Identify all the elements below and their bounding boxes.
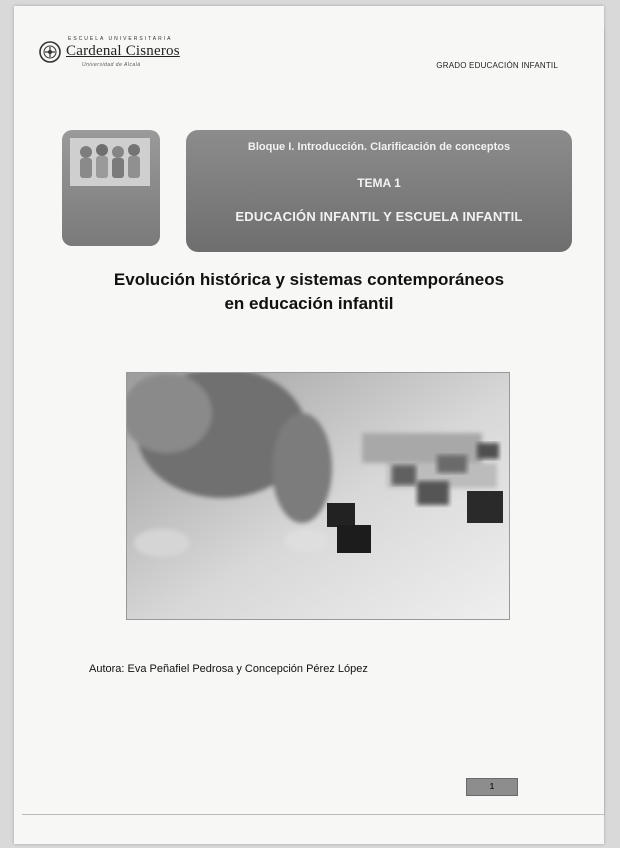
program-label: GRADO EDUCACIÓN INFANTIL: [436, 61, 558, 70]
title-line-1: Evolución histórica y sistemas contemporáneos: [113, 270, 505, 289]
subject-label: EDUCACIÓN INFANTIL Y ESCUELA INFANTIL: [235, 209, 523, 224]
child-playing-with-blocks-photo: [126, 372, 510, 620]
module-banner: [186, 130, 572, 252]
document-title: [54, 268, 564, 316]
page-number: 1: [466, 778, 518, 796]
document-page: [14, 6, 604, 844]
author-line: Autora: Eva Peñafiel Pedrosa y Concepción Pérez López: [89, 663, 368, 675]
university-seal-icon: [38, 40, 62, 64]
logo-name: Cardenal Cisneros: [66, 43, 180, 59]
university-logo: [38, 34, 198, 70]
title-line-2: en educación infantil: [224, 294, 394, 313]
logo-subtitle: Universidad de Alcalá: [82, 62, 141, 68]
children-photo: [70, 138, 150, 186]
logo-top-text: ESCUELA UNIVERSITARIA: [68, 36, 173, 42]
banner-thumbnail-frame: [62, 130, 160, 246]
bloque-label: Bloque I. Introducción. Clarificación de conceptos: [247, 141, 511, 153]
tema-label: TEMA 1: [357, 176, 401, 190]
